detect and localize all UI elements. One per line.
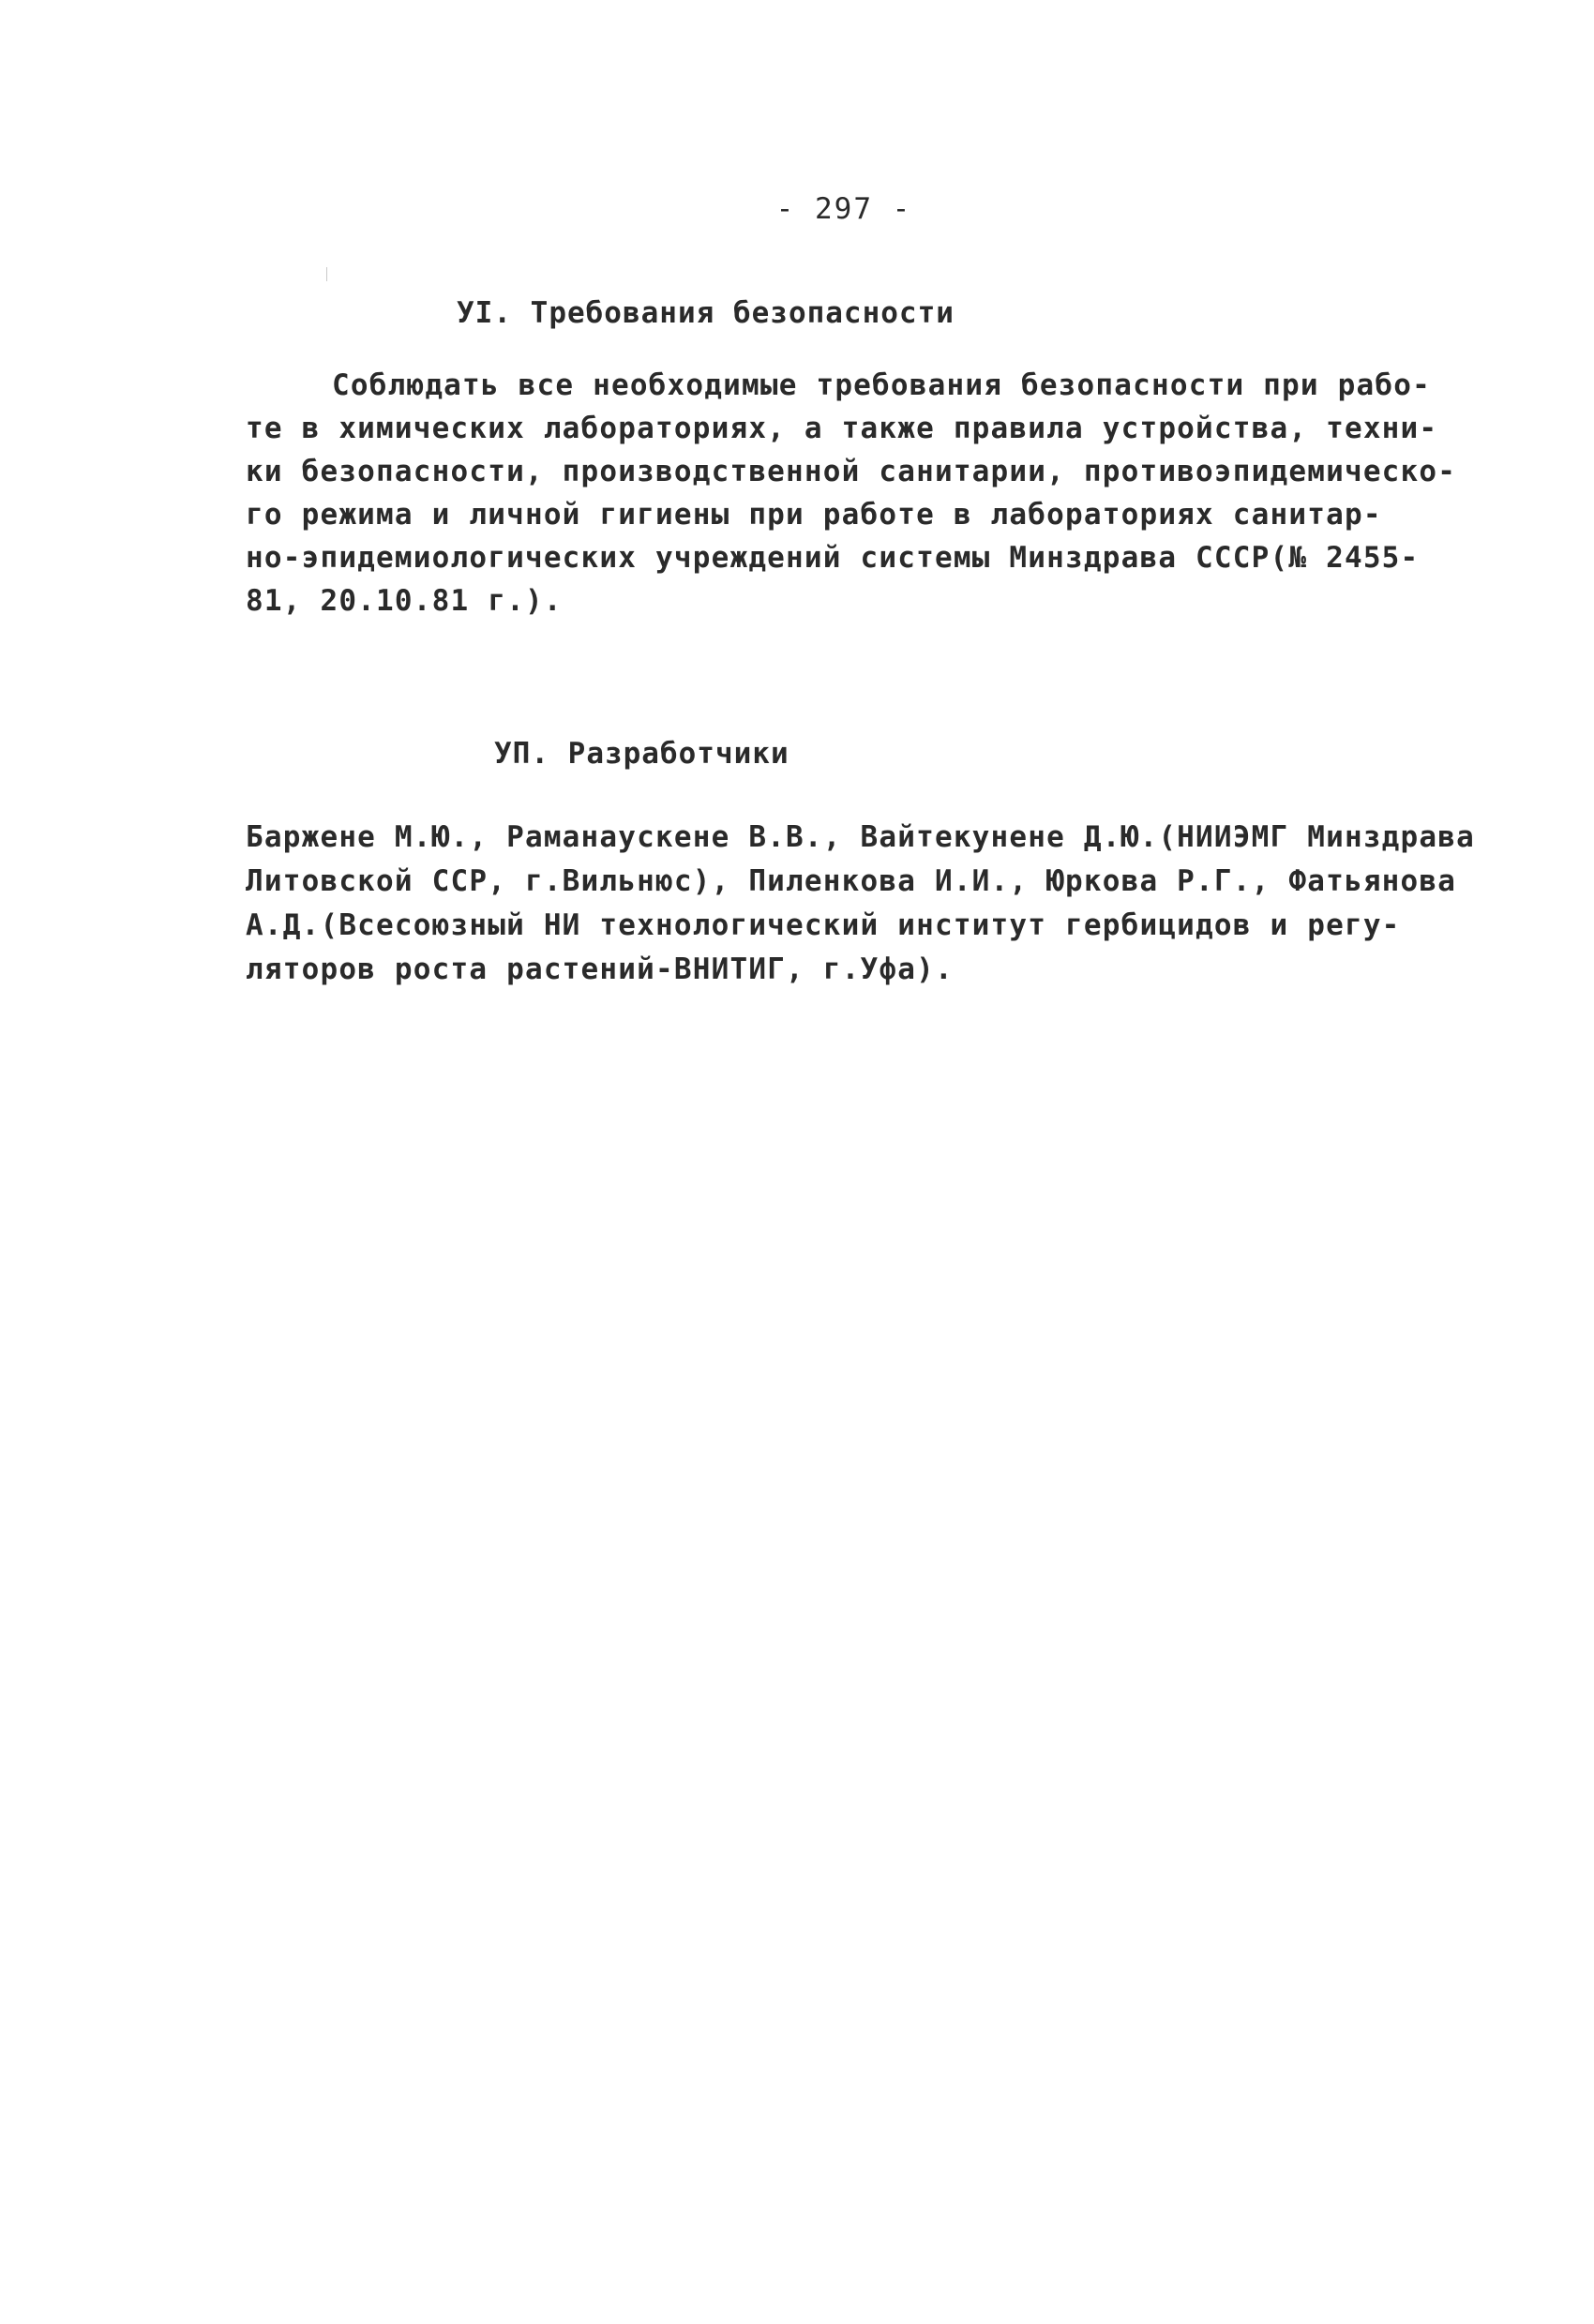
text-line: те в химических лабораториях, а также правила устройства, техни- <box>246 412 1438 445</box>
text-line: ляторов роста растений-ВНИТИГ, г.Уфа). <box>246 952 954 986</box>
text-line: Соблюдать все необходимые требования безопасности при рабо- <box>332 368 1431 402</box>
margin-mark <box>326 267 327 281</box>
text-line: Литовской ССР, г.Вильнюс), Пиленкова И.И., Юркова Р.Г., Фатьянова <box>246 864 1457 898</box>
section-heading-safety: УI. Требования безопасности <box>457 296 955 330</box>
section-heading-developers: УП. Разработчики <box>494 737 789 771</box>
text-line: но-эпидемиологических учреждений системы Минздрава СССР(№ 2455- <box>246 541 1420 575</box>
text-line: ки безопасности, производственной санитарии, противоэпидемическо- <box>246 455 1457 488</box>
text-line: 81, 20.10.81 г.). <box>246 584 563 618</box>
text-line: А.Д.(Всесоюзный НИ технологический институт гербицидов и регу- <box>246 908 1401 942</box>
page-number: - 297 - <box>775 192 912 226</box>
paragraph-developers <box>246 816 1475 992</box>
paragraph-safety <box>246 364 1457 622</box>
text-line: Баржене М.Ю., Раманаускене В.В., Вайтекунене Д.Ю.(НИИЭМГ Минздрава <box>246 820 1475 854</box>
text-line: го режима и личной гигиены при работе в лабораториях санитар- <box>246 498 1382 532</box>
